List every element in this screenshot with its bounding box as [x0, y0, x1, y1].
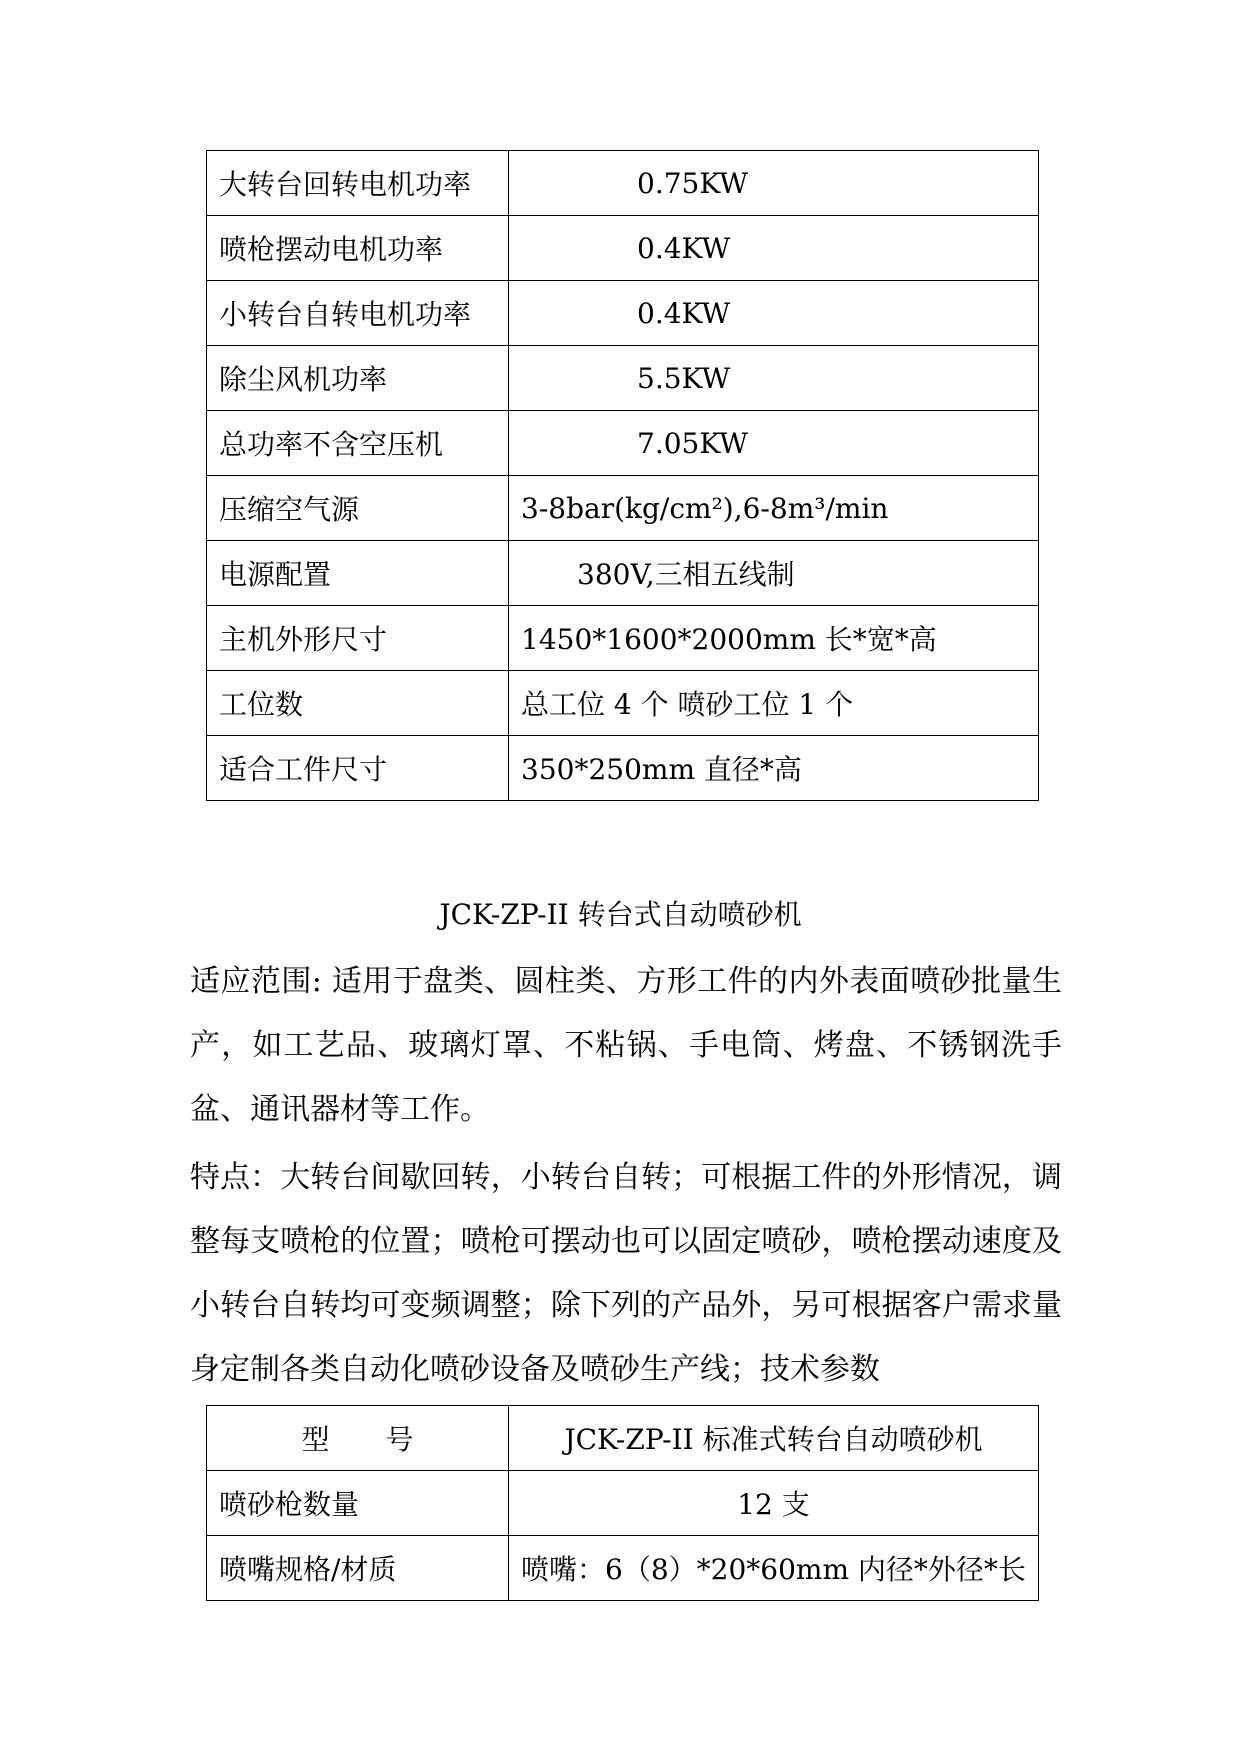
row-value: 1450*1600*2000mm 长*宽*高 — [509, 606, 1039, 671]
row-value: 0.4KW — [509, 281, 1039, 346]
row-value: 12 支 — [509, 1471, 1039, 1536]
row-label: 适合工件尺寸 — [207, 736, 509, 801]
table-row — [207, 671, 1039, 736]
row-value: 7.05KW — [509, 411, 1039, 476]
table-row — [207, 476, 1039, 541]
table-row — [207, 346, 1039, 411]
row-label: 大转台回转电机功率 — [207, 151, 509, 216]
table-row — [207, 281, 1039, 346]
table-row — [207, 606, 1039, 671]
row-label: 除尘风机功率 — [207, 346, 509, 411]
row-value: 0.75KW — [509, 151, 1039, 216]
row-label: 型 号 — [207, 1406, 509, 1471]
row-value: 0.4KW — [509, 216, 1039, 281]
row-value: 总工位 4 个 喷砂工位 1 个 — [509, 671, 1039, 736]
row-value: 喷嘴：6（8）*20*60mm 内径*外径*长 — [509, 1536, 1039, 1601]
row-label: 喷嘴规格/材质 — [207, 1536, 509, 1601]
row-label: 压缩空气源 — [207, 476, 509, 541]
section-title: JCK-ZP-II 转台式自动喷砂机 — [439, 898, 802, 931]
table-row — [207, 1471, 1039, 1536]
row-label: 小转台自转电机功率 — [207, 281, 509, 346]
paragraph-features: 特点：大转台间歇回转，小转台自转；可根据工件的外形情况，调整每支喷枪的位置；喷枪可摆动也可以固定喷砂，喷枪摆动速度及小转台自转均可变频调整；除下列的产品外，另可根据客户需求量身定制各类自动化喷砂设备及喷砂生产线；技术参数 — [190, 1160, 1062, 1387]
table-row — [207, 1536, 1039, 1601]
table-row — [207, 1406, 1039, 1471]
row-label: 主机外形尺寸 — [207, 606, 509, 671]
table-row — [207, 411, 1039, 476]
row-label: 喷砂枪数量 — [207, 1471, 509, 1536]
table-row — [207, 541, 1039, 606]
row-value: 3-8bar(kg/cm²),6-8m³/min — [509, 476, 1039, 541]
spec-table-1 — [206, 150, 1039, 801]
row-label: 工位数 — [207, 671, 509, 736]
table-row — [207, 216, 1039, 281]
spec-table-2 — [206, 1405, 1039, 1601]
row-value: 380V,三相五线制 — [509, 541, 1039, 606]
row-value: 5.5KW — [509, 346, 1039, 411]
row-label: 总功率不含空压机 — [207, 411, 509, 476]
row-value: 350*250mm 直径*高 — [509, 736, 1039, 801]
paragraph-scope: 适应范围: 适用于盘类、圆柱类、方形工件的内外表面喷砂批量生产，如工艺品、玻璃灯罩、不粘锅、手电筒、烤盘、不锈钢洗手盆、通讯器材等工作。 — [190, 964, 1062, 1127]
row-value: JCK-ZP-II 标准式转台自动喷砂机 — [509, 1406, 1039, 1471]
table-row — [207, 151, 1039, 216]
row-label: 电源配置 — [207, 541, 509, 606]
table-row — [207, 736, 1039, 801]
row-label: 喷枪摆动电机功率 — [207, 216, 509, 281]
